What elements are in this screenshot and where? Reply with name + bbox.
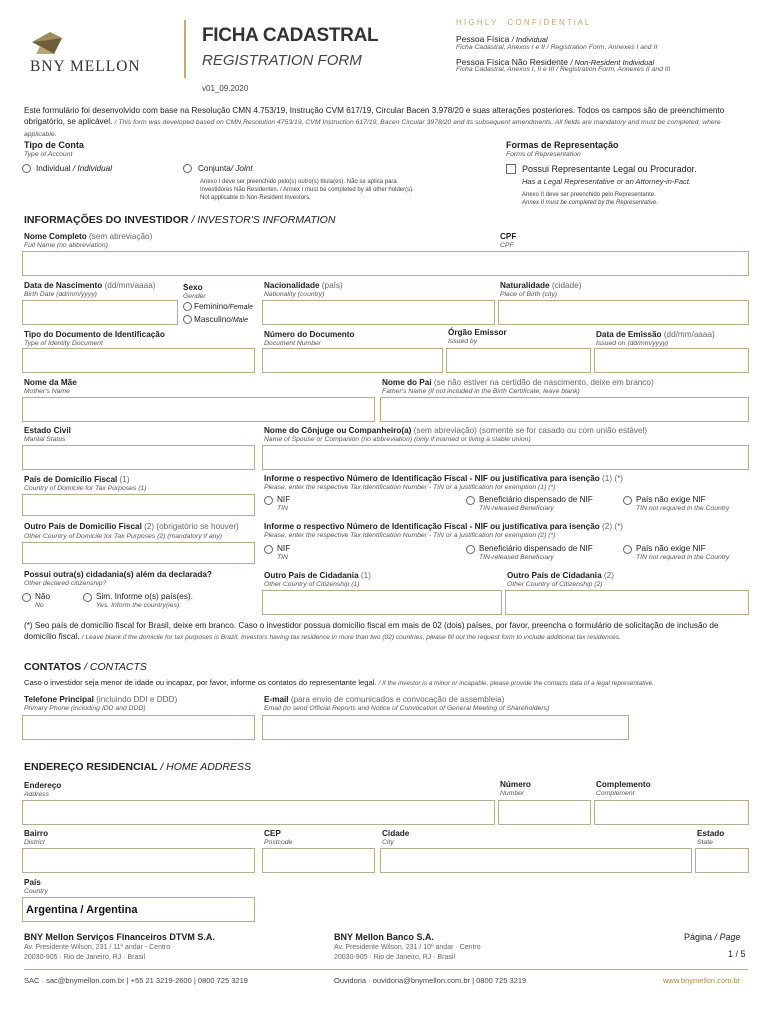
company1-address2: 20030-905 · Rio de Janeiro, RJ · Brasil — [24, 954, 146, 961]
ouvidoria-contact: Ouvidoria · ouvidoria@bnymellon.com.br | 0800 725 3219 — [334, 976, 527, 985]
complement-label: Complemento — [596, 780, 651, 789]
account-type-label-en: Type of Account — [24, 151, 73, 158]
district-label: Bairro — [24, 829, 49, 838]
tin1-nif-label: NIF — [277, 495, 291, 504]
form-version: v01_09.2020 — [202, 84, 249, 93]
account-joint-radio[interactable] — [183, 164, 192, 173]
gender-male-label: Masculino/Male — [194, 315, 248, 324]
form-title: FICHA CADASTRAL — [202, 25, 379, 46]
birthplace-label-en: Place of Birth (city) — [500, 291, 558, 298]
tin2-exempt-label-en: TIN-released Beneficiary — [479, 554, 554, 561]
page-number: 1 / 5 — [728, 949, 746, 959]
rep-note-2: Annex II must be completed by the Representative. — [522, 200, 659, 206]
email-label-en: Email (to send Official Reports and Notice of Convocation of General Meeting of Shareholders) — [264, 705, 550, 712]
gender-male-radio[interactable] — [183, 315, 192, 324]
tax-country2-label-en: Other Country of Domicile for Tax Purposes (2) (mandatory if any) — [24, 533, 223, 540]
tax-country1-label: País de Domicílio Fiscal (1) — [24, 475, 130, 484]
joint-note-2: Investidores Não Residentes. / Annex I must be completed by all other holder(s). — [200, 187, 414, 193]
tin2-exempt-label: Beneficiário dispensado de NIF — [479, 544, 593, 553]
full-name-label-en: Full Name (no abbreviation) — [24, 242, 108, 249]
city-label: Cidade — [382, 829, 410, 838]
citizenship-no-label-en: No — [35, 602, 44, 609]
country-label: País — [24, 878, 41, 887]
sac-contact: SAC · sac@bnymellon.com.br | +55 21 3219-2600 | 0800 725 3219 — [24, 976, 248, 985]
spouse-field[interactable] — [262, 445, 749, 470]
spouse-label-en: Name of Spouse or Companion (no abbreviation) (only if married or living a stable union) — [264, 436, 531, 443]
city-label-en: City — [382, 839, 394, 846]
pf-title: Pessoa Física / Individual — [456, 34, 548, 44]
logo-mark-icon — [32, 32, 64, 56]
street-field[interactable] — [22, 800, 495, 825]
cpf-label: CPF — [500, 232, 517, 241]
dob-label-en: Birth Date (dd/mm/yyyy) — [24, 291, 97, 298]
dob-label: Data de Nascimento (dd/mm/aaaa) — [24, 281, 156, 290]
other-citizenship-label-en: Other declared citizenship? — [24, 580, 107, 587]
contacts-section-title: CONTATOS / CONTACTS — [24, 661, 147, 673]
email-label: E-mail (para envio de comunicados e convocação de assembleia) — [264, 695, 505, 704]
full-name-field[interactable] — [22, 251, 749, 276]
tin1-nif-radio[interactable] — [264, 496, 273, 505]
birthplace-label: Naturalidade (cidade) — [500, 281, 582, 290]
tin2-label: Informe o respectivo Número de Identificação Fiscal - NIF ou justificativa para isenção (2) (*) — [264, 522, 623, 531]
citizenship1-label: Outro País de Cidadania (1) — [264, 571, 371, 580]
representative-label: Possui Representante Legal ou Procurador. — [522, 164, 697, 174]
marital-field[interactable] — [22, 445, 255, 470]
citizenship-yes-label-en: Yes. Inform the country(ies). — [96, 602, 181, 609]
account-type-label: Tipo de Conta — [24, 140, 84, 150]
citizenship2-field[interactable] — [505, 590, 749, 615]
country-field[interactable] — [22, 897, 255, 922]
doc-number-field[interactable] — [262, 348, 443, 373]
complement-field[interactable] — [594, 800, 749, 825]
tin2-label-en: Please, enter the respective Tax Identification Number - TIN or a justification for exemption (2) (*) — [264, 532, 556, 539]
country-label-en: Country — [24, 888, 48, 895]
tin2-nif-label: NIF — [277, 544, 291, 553]
doc-number-label: Número do Documento — [264, 330, 355, 339]
form-title-en: REGISTRATION FORM — [202, 52, 362, 69]
account-joint-label: Conjunta/ Joint — [198, 164, 253, 173]
citizenship1-label-en: Other Country of Citizenship (1) — [264, 581, 360, 588]
tin2-exempt-radio[interactable] — [466, 545, 475, 554]
citizenship-no-label: Não — [35, 592, 51, 601]
joint-note-3: Not applicable to Non-Resident Investors. — [200, 195, 311, 201]
marital-label-en: Marital Status — [24, 436, 66, 443]
father-label: Nome do Pai (se não estiver na certidão de nascimento, deixe em branco) — [382, 378, 654, 387]
gender-label-en: Gender — [183, 293, 206, 300]
contacts-note: Caso o investidor seja menor de idade ou incapaz, por favor, informe os contatos do representante legal. / If the investor is a minor or incapable, please provide the contacts data of a legal representative. — [24, 678, 654, 687]
tin1-no-nif-label-en: TIN not required in the Country — [636, 505, 730, 512]
country-value: Argentina / Argentina — [26, 904, 138, 916]
full-name-label: Nome Completo (sem abreviação) — [24, 232, 153, 241]
mother-label-en: Mother's Name — [24, 388, 70, 395]
pfnr-title: Pessoa Física Não Residente / Non-Resident Individual — [456, 57, 655, 67]
phone-label-en: Primary Phone (including IDD and DDD) — [24, 705, 146, 712]
tin1-no-nif-label: País não exige NIF — [636, 495, 706, 504]
address-section-title: ENDEREÇO RESIDENCIAL / HOME ADDRESS — [24, 761, 251, 773]
issuer-label: Órgão Emissor — [448, 328, 507, 337]
father-label-en: Father's Name (if not included in the Birth Certificate, leave blank) — [382, 388, 580, 395]
marital-label: Estado Civil — [24, 426, 71, 435]
pf-annex: Ficha Cadastral, Anexos I e II / Registration Form, Annexes I and II — [456, 44, 658, 51]
id-type-field[interactable] — [22, 348, 255, 373]
id-type-label-en: Type of Identity Document — [24, 340, 103, 347]
tin1-tin-label: TIN — [277, 505, 288, 512]
tin2-tin-label: TIN — [277, 554, 288, 561]
id-type-label: Tipo do Documento de Identificação — [24, 330, 165, 339]
company2-name: BNY Mellon Banco S.A. — [334, 932, 434, 942]
cpf-label-en: CPF — [500, 242, 514, 249]
tin2-no-nif-radio[interactable] — [623, 545, 632, 554]
representation-label-en: Forms of Representation — [506, 151, 581, 158]
tin1-exempt-radio[interactable] — [466, 496, 475, 505]
tin1-label-en: Please, enter the respective Tax Identification Number - TIN or a justification for exemption (1) (*) — [264, 484, 556, 491]
issuer-label-en: Issued by — [448, 338, 478, 345]
header-divider — [184, 20, 186, 78]
dob-field[interactable] — [22, 300, 178, 325]
issuer-field[interactable] — [446, 348, 591, 373]
tax-footnote: (*) Seo país de domicílio fiscal for Brasil, deixe em branco. Caso o investidor possua domicílio fiscal em mais de 02 (dois) países, por favor, preencha o formulário de solicitação de inclusão de domicílio fiscal. / Leave blank if the domicile for tax purposes is Brazil. Investors having tax residence in more than two (02) countries, please fill out the request form to include additional tax residences. — [24, 621, 719, 641]
gender-female-radio[interactable] — [183, 302, 192, 311]
issue-date-label-en: Issued on (dd/mm/yyyy) — [596, 340, 669, 347]
footer-divider — [24, 969, 748, 970]
citizenship-yes-radio[interactable] — [83, 593, 92, 602]
intro-text: Este formulário foi desenvolvido com base na Resolução CMN 4.753/19, Instrução CVM 617/19, Circular Bacen 3.978/20 e suas alterações posteriores. Todos os campos são de preenchimento obrigatório, se aplicável. / This form was developed based on CMN Resolution 4753/19, CVM Instruction 617/19, Bacen Circular 3978/20 and its subsequent amendments. All fields are mandatory and must be completed, where applicable. — [24, 106, 725, 138]
company1-name: BNY Mellon Serviços Financeiros DTVM S.A. — [24, 932, 215, 942]
company1-address1: Av. Presidente Wilson, 231 / 11º andar - Centro — [24, 944, 171, 951]
tax-country1-label-en: Country of Domicile for Tax Purposes (1) — [24, 485, 147, 492]
zip-label: CEP — [264, 829, 281, 838]
zip-label-en: Postcode — [264, 839, 293, 846]
mother-label: Nome da Mãe — [24, 378, 77, 387]
tin1-label: Informe o respectivo Número de Identificação Fiscal - NIF ou justificativa para isenção (1) (*) — [264, 474, 623, 483]
birthplace-field[interactable] — [498, 300, 749, 325]
nationality-label: Nacionalidade (país) — [264, 281, 343, 290]
representation-label: Formas de Representação — [506, 140, 619, 150]
website-link[interactable]: www.bnymellon.com.br — [663, 976, 741, 985]
mother-field[interactable] — [22, 397, 375, 422]
citizenship2-label: Outro País de Cidadania (2) — [507, 571, 614, 580]
tin1-no-nif-radio[interactable] — [623, 496, 632, 505]
citizenship-no-radio[interactable] — [22, 593, 31, 602]
logo-text: BNY MELLON — [30, 58, 141, 75]
spouse-label: Nome do Cônjuge ou Companheiro(a) (sem abreviação) (somente se for casado ou com união estável) — [264, 426, 648, 435]
tin2-nif-radio[interactable] — [264, 545, 273, 554]
account-individual-label: Individual / Individual — [36, 164, 113, 173]
citizenship1-field[interactable] — [262, 590, 502, 615]
citizenship-yes-label: Sim. Informe o(s) país(es). — [96, 592, 193, 601]
tin2-no-nif-label-en: TIN not required in the Country — [636, 554, 730, 561]
number-field[interactable] — [498, 800, 591, 825]
representative-label-en: Has a Legal Representative or an Attorney-in-Fact. — [522, 177, 691, 186]
citizenship2-label-en: Other Country of Citizenship (2) — [507, 581, 603, 588]
tin1-exempt-label-en: TIN-released Beneficiary — [479, 505, 554, 512]
tin2-no-nif-label: País não exige NIF — [636, 544, 706, 553]
nationality-label-en: Nationality (country) — [264, 291, 325, 298]
number-label: Número — [500, 780, 531, 789]
tax-country1-field[interactable] — [22, 494, 255, 516]
email-field[interactable] — [262, 715, 629, 740]
zip-field[interactable] — [262, 848, 375, 873]
account-individual-radio[interactable] — [22, 164, 31, 173]
gender-female-label: Feminino/Female — [194, 302, 253, 311]
district-label-en: District — [24, 839, 45, 846]
doc-number-label-en: Document Number — [264, 340, 322, 347]
company2-address1: Av. Presidente Wilson, 231 / 10º andar · Centro — [334, 944, 481, 951]
state-label-en: State — [697, 839, 713, 846]
city-field[interactable] — [380, 848, 692, 873]
tax-country2-field[interactable] — [22, 542, 255, 564]
phone-field[interactable] — [22, 715, 255, 740]
father-field[interactable] — [380, 397, 749, 422]
other-citizenship-label: Possui outra(s) cidadania(s) além da declarada? — [24, 570, 212, 579]
phone-label: Telefone Principal (incluindo DDI e DDD) — [24, 695, 178, 704]
state-field[interactable] — [695, 848, 749, 873]
issue-date-field[interactable] — [594, 348, 749, 373]
state-label: Estado — [697, 829, 725, 838]
gender-label: Sexo — [183, 283, 203, 292]
joint-note-1: Anexo I deve ser preenchido pelo(s) outro(s) titula(es). Não se aplica para — [200, 179, 397, 185]
confidential-banner: H I G H L Y C O N F I D E N T I A L — [456, 18, 590, 27]
company2-address2: 20030-905 · Rio de Janeiro, RJ · Brasil — [334, 954, 456, 961]
page-label: Página / Page — [684, 932, 741, 942]
tin1-exempt-label: Beneficiário dispensado de NIF — [479, 495, 593, 504]
district-field[interactable] — [22, 848, 255, 873]
street-label: Endereço — [24, 781, 62, 790]
tax-country2-label: Outro País de Domicílio Fiscal (2) (obrigatório se houver) — [24, 522, 239, 531]
representative-checkbox[interactable] — [506, 164, 516, 174]
issue-date-label: Data de Emissão (dd/mm/aaaa) — [596, 330, 715, 339]
street-label-en: Address — [24, 791, 49, 798]
complement-label-en: Complement — [596, 790, 635, 797]
nationality-field[interactable] — [262, 300, 495, 325]
rep-note-1: Anexo II deve ser preenchido pelo Representante. — [522, 192, 656, 198]
pfnr-annex: Ficha Cadastral, Anexos I, II e III / Registration Form, Annexes II and III — [456, 66, 671, 73]
number-label-en: Number — [500, 790, 525, 797]
investor-section-title: INFORMAÇÕES DO INVESTIDOR / INVESTOR'S INFORMATION — [24, 214, 336, 226]
